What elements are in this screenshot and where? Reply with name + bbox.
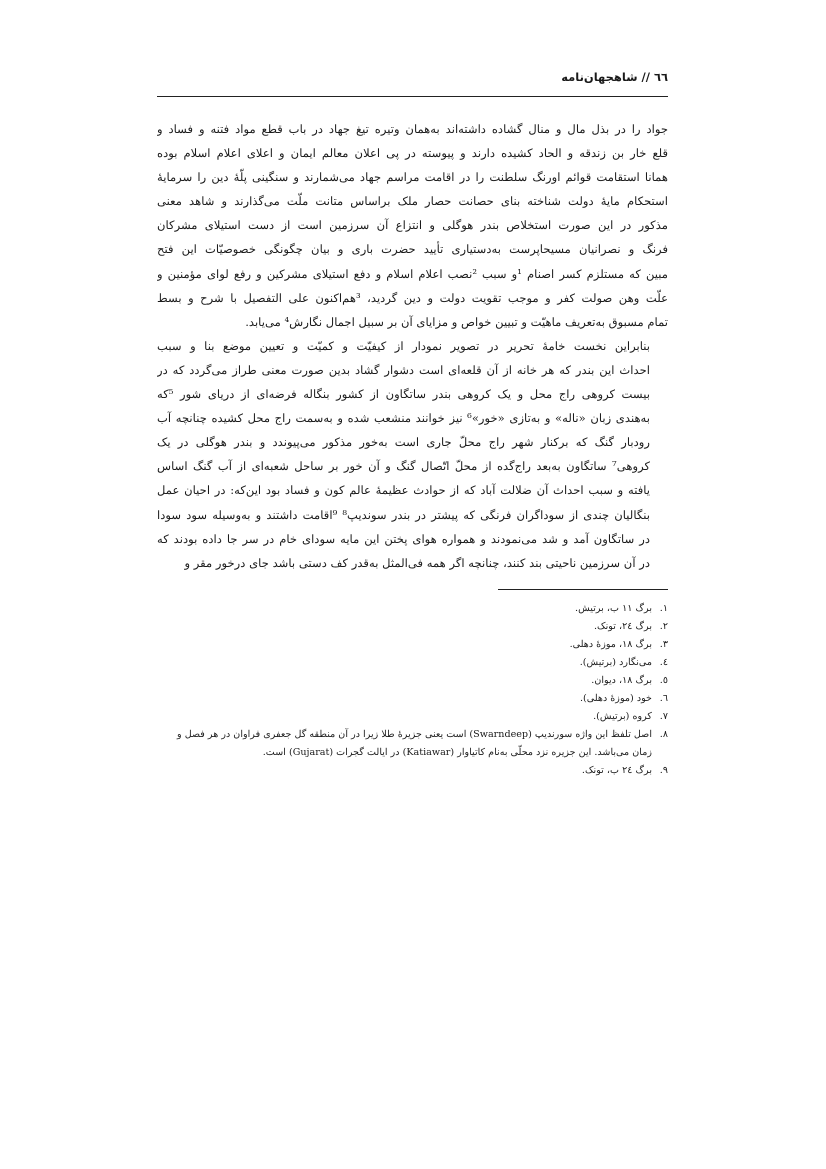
book-page [157, 70, 668, 780]
footnote-item [157, 690, 668, 708]
text-line: علّت وهن صولت کفر و موجب تقویت دولت و دین گردید، ³هم‌اکنون علی التفصیل با شرح و بسط [157, 290, 668, 305]
footnote-item [157, 654, 668, 672]
text-line: به‌هندی زبان «ناله» و به‌تازی «خور»⁶ نیز خوانند منشعب شده و به‌سمت راج محل کشیده چنانچه آب [157, 411, 651, 426]
paragraph-text [157, 117, 668, 334]
footnote-text: می‌نگارد (برتیش). [579, 656, 652, 668]
footnote-number: ٣. [659, 638, 668, 650]
footnote-text: برگ ٢٤، تونک. [593, 620, 652, 632]
footnote-number: ١. [659, 602, 668, 614]
footnote-text: اصل تلفظ این واژه سورندیپ (Swarndeep) است یعنی جزیرهٔ طلا زیرا در آن منطقه گل جعفری فراوان در هر فصل و زمان می‌باشد. این جزیره نزد محلّی به‌نام کاتیاوار (Katiawar) در ایالت گجرات (Gujarat) است. [177, 728, 652, 758]
text-line: فرنگ و نصرانیان مسیحاپرست به‌دستیاری تأیید حضرت باری و بیان چگونگی خصوصیّات این فتح [157, 242, 668, 257]
paragraph-1 [157, 117, 668, 334]
footnote-number: ٩. [659, 764, 668, 776]
text-line: تمام مسبوق به‌تعریف ماهیّت و تبیین خواص و مزایای آن بر سبیل اجمال نگارش⁴ می‌یابد. [245, 314, 668, 329]
footnote-text: برگ ٢٤ ب، تونک. [581, 764, 652, 776]
footnote-text: خود (موزهٔ دهلی). [579, 692, 652, 704]
footnote-item [157, 600, 668, 618]
text-line: کروهی⁷ ساتگاون به‌بعد راج‌گده از محلّ اتّصال گنگ و آن خور بر ساحل شعبه‌ای از آب گنگ اساس [157, 459, 650, 474]
text-line: همانا استقامت قوائم اورنگ سلطنت را در اقامت مراسم جهاد می‌شمارند و سنگینی پلّهٔ دین را سرمایهٔ [157, 170, 668, 185]
paragraph-text [157, 334, 668, 575]
footnote-number: ٥. [659, 674, 668, 686]
text-line: احداث این بندر که هر خانه از آن قلعه‌ای است دشوار گشاد بدین صورت معنی طراز می‌گردد که در [157, 362, 650, 377]
text-line: یافته و سبب احداث آن ضلالت آباد که از حوادث عظیمهٔ عالم کون و فساد بود این‌که: در احیان عمل [157, 483, 650, 498]
text-line: در آن سرزمین ناحیتی بند کنند، چنانچه اگر همه فی‌المثل به‌قدر کف دستی باشد جای درخور مقر و [184, 555, 650, 570]
footnote-item [157, 618, 668, 636]
text-line: در ساتگاون آمد و شد می‌نمودند و همواره هوای پختن این مایه سودای خام در سر جا داده بودند که [157, 531, 650, 546]
text-line: مبین که مستلزم کسر اصنام ¹و سبب ²نصب اعلام اسلام و دفع استیلای مشرکین و رفع لوای مؤمنین و [157, 266, 668, 281]
footnotes-list [157, 600, 668, 780]
footnote-item [157, 726, 668, 762]
paragraph-2 [157, 334, 668, 575]
text-line: مذکور در این صورت استخلاص بندر هوگلی و انتزاع آن سرزمین است از دست استیلای مشرکان [157, 218, 668, 233]
text-line: بنابراین نخست خامهٔ تحریر در تصویر نمودار از کیفیّت و کمیّت و تعیین موضع بنا و سبب [157, 338, 650, 353]
footnote-item [157, 636, 668, 654]
footnote-divider [498, 589, 668, 590]
footnote-text: برگ ١٨، دیوان. [591, 674, 652, 686]
footnote-number: ٤. [659, 656, 668, 668]
running-header [157, 70, 668, 97]
footnote-number: ٦. [659, 692, 668, 704]
header-separator: // [641, 70, 650, 84]
book-title: شاهجهان‌نامه [561, 70, 638, 84]
text-line: بنگالیان چندی از سوداگران فرنگی که پیشتر در بندر سوندیپ⁸ ⁹اقامت داشتند و به‌وسیله سود سودا [157, 507, 651, 522]
text-line: رودبار گنگ که برکنار شهر راج محلّ جاری است به‌خور مذکور می‌پیوندد و بندر هوگلی در یک [157, 435, 650, 450]
text-line: جواد را در بذل مال و منال گشاده داشته‌اند به‌همان وتیره تیغ جهاد در باب قطع مواد فتنه و فساد و [157, 122, 668, 136]
footnote-text: برگ ١٨، موزهٔ دهلی. [569, 638, 652, 650]
footnote-number: ٨. [659, 728, 668, 740]
text-line: بیست کروهی راج محل و یک کروهی بندر ساتگاون از کشور بنگاله فرضه‌ای از دریای شور ⁵که [157, 387, 650, 402]
footnote-item [157, 672, 668, 690]
footnote-number: ٢. [659, 620, 668, 632]
footnote-number: ٧. [659, 710, 668, 722]
text-line: استحکام مایهٔ دولت شناخته بنای حصانت حصار ملک براساس متانت ملّت می‌گذارند و شاهد معنی [157, 194, 668, 209]
footnote-item [157, 762, 668, 780]
page-number: ٦٦ [653, 70, 668, 84]
footnote-text: کروه (برتیش). [593, 710, 652, 722]
footnote-item [157, 708, 668, 726]
text-line: قلع خار بن زندقه و الحاد کشیده دارند و پیوسته در پی اعلان معالم ایمان و اعلای اعلام اسلام بوده [157, 146, 668, 161]
main-text [157, 117, 668, 575]
footnote-text: برگ ١١ ب، برتیش. [575, 602, 652, 614]
